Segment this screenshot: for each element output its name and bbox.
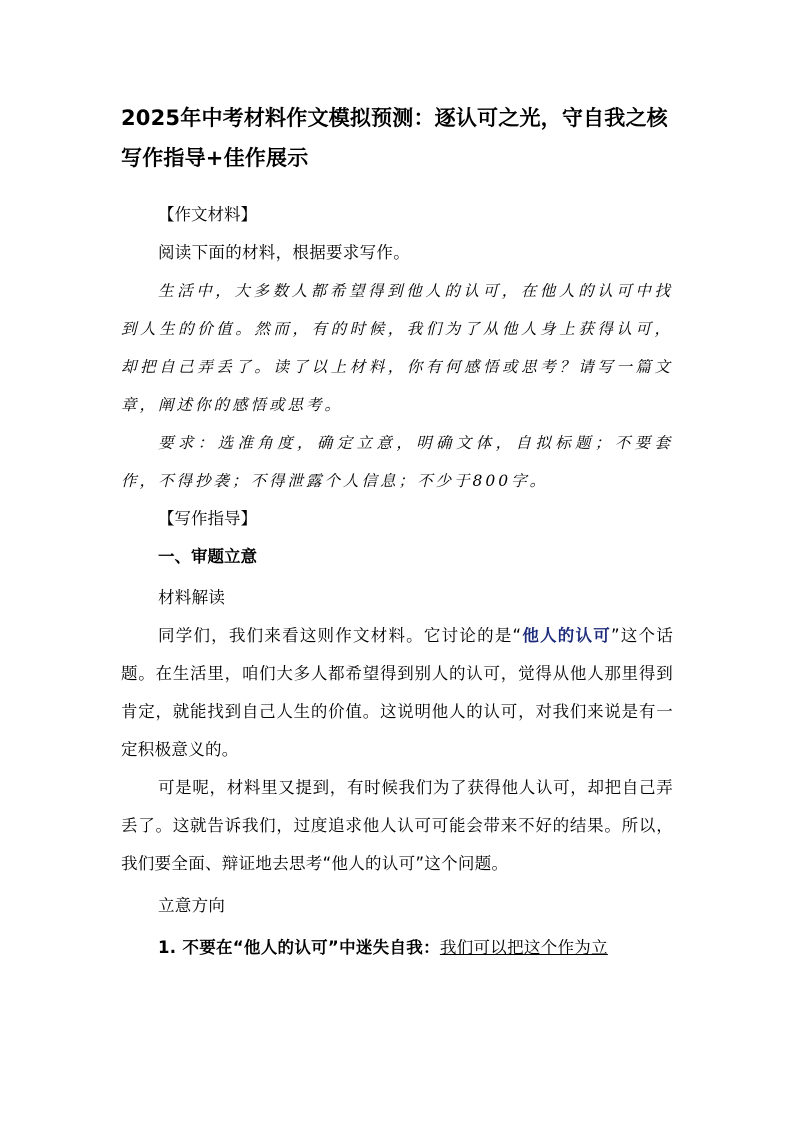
subheading-material-reading: 材料解读 (158, 588, 226, 607)
material-text: 生活中，大多数人都希望得到他人的认可，在他人的认可中找到人生的价值。然而，有的时候，我们为了从他人身上获得认可，却把自己弄丢了。读了以上材料，你有何感悟或思考？请写一篇文章，阐述你的感悟或思考。 (121, 282, 673, 414)
material-label: 【作文材料】 (158, 205, 257, 224)
document-title: 2025年中考材料作文模拟预测：逐认可之光，守自我之核写作指导+佳作展示 (121, 106, 668, 170)
document-page (121, 98, 673, 967)
para1-text-before: 同学们，我们来看这则作文材料。它讨论的是“ (158, 626, 522, 645)
instruction-text: 阅读下面的材料，根据要求写作。 (158, 243, 410, 262)
subheading-idea-direction: 立意方向 (158, 896, 226, 915)
paragraph-interpretation-2: 可是呢，材料里又提到，有时候我们为了获得他人认可，却把自己弄丢了。这就告诉我们，过度追求他人认可可能会带来不好的结果。所以，我们要全面、辩证地去思考“他人的认可”这个问题。 (121, 778, 673, 873)
idea-point-1-heading: 1. 不要在“他人的认可”中迷失自我： (158, 938, 440, 957)
highlight-keyword: 他人的认可 (521, 626, 611, 645)
guide-label: 【写作指导】 (158, 509, 257, 528)
section-heading-review: 一、审题立意 (158, 547, 257, 566)
idea-point-1-underlined: 我们可以把这个作为立 (439, 938, 608, 957)
paragraph-interpretation-1 (121, 617, 673, 769)
requirement-text: 要求：选准角度，确定立意，明确文体，自拟标题；不要套作，不得抄袭；不得泄露个人信息；不少于800字。 (121, 434, 673, 490)
para1-text-after: ”这个话题。在生活里，咱们大多人都希望得到别人的认可，觉得从他人那里得到肯定，就能找到自己人生的价值。这说明他人的认可，对我们来说是有一定积极意义的。 (121, 626, 674, 759)
idea-point-1 (121, 929, 673, 967)
